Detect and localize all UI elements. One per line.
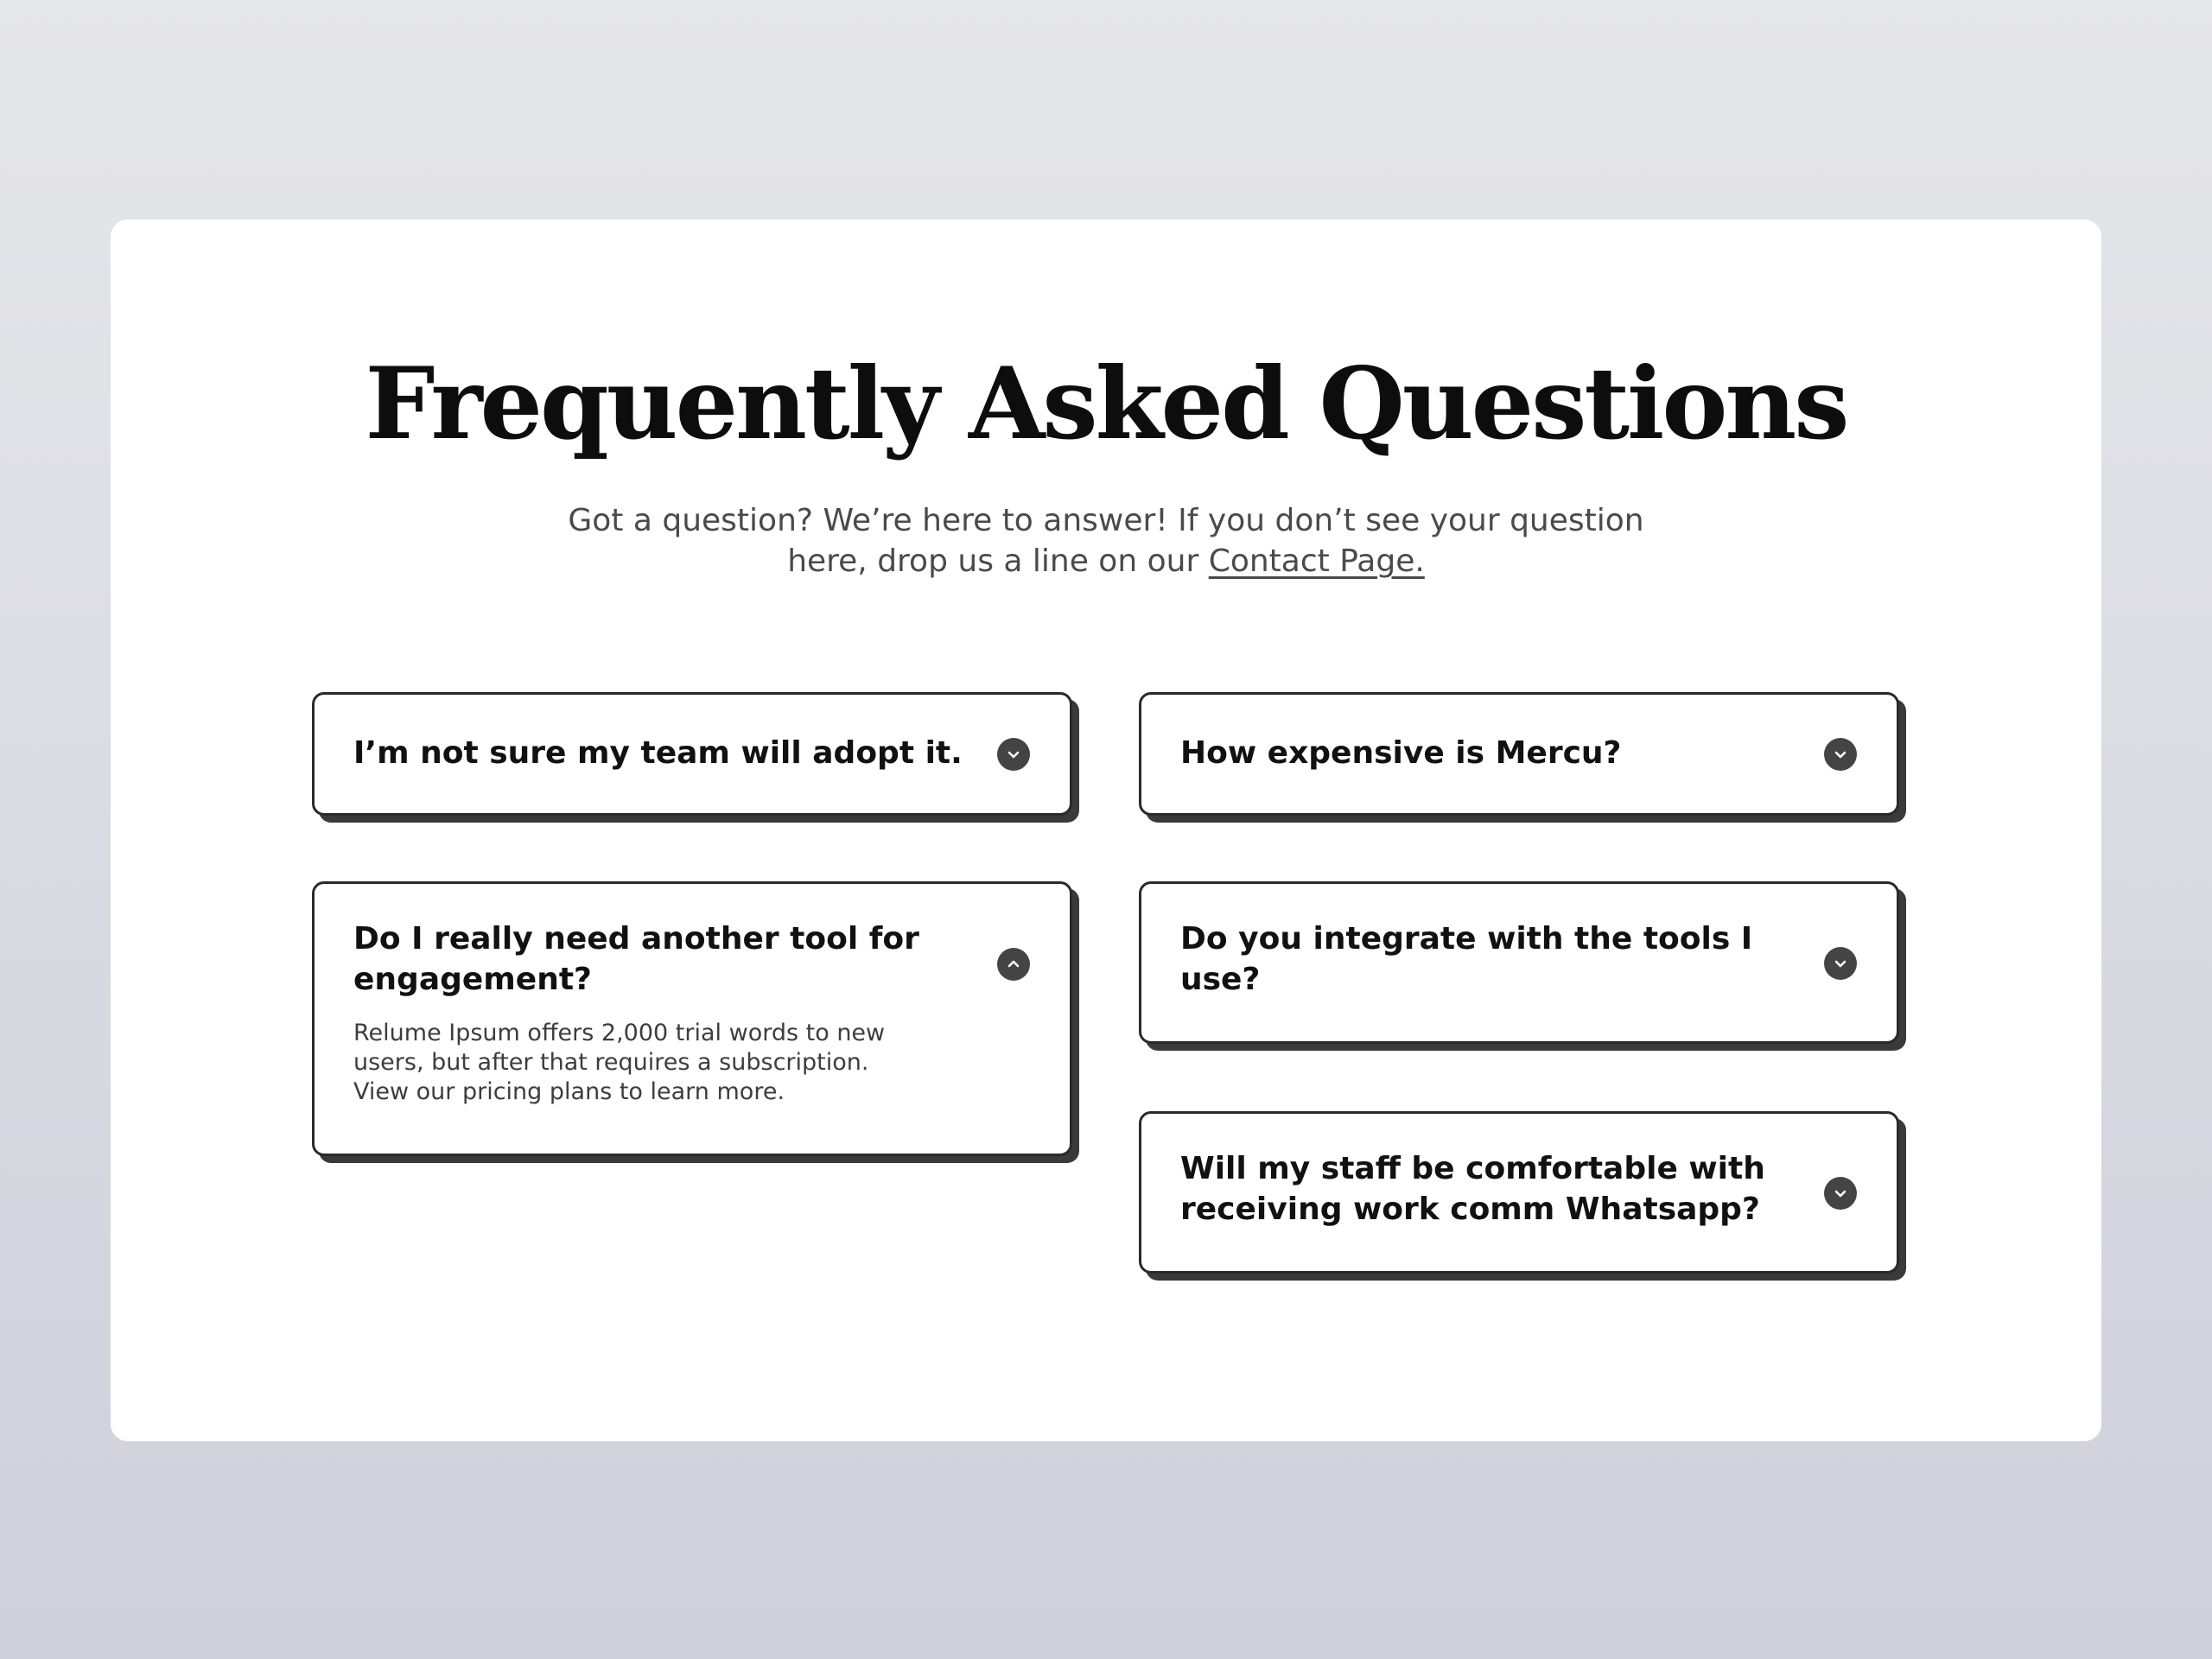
faq-item-staff-whatsapp[interactable]: [1139, 1111, 1899, 1274]
page-subtitle: [562, 500, 1650, 582]
faq-question: How expensive is Mercu?: [1180, 735, 1622, 771]
faq-item-engagement-tool[interactable]: [312, 881, 1072, 1156]
faq-question: I’m not sure my team will adopt it.: [353, 735, 963, 771]
faq-question: Will my staff be comfortable with receiving work comm Whatsapp?: [1180, 1151, 1765, 1227]
chevron-up-icon[interactable]: [997, 948, 1030, 981]
chevron-down-icon[interactable]: [1824, 738, 1857, 771]
faq-item-team-adoption[interactable]: [312, 692, 1072, 816]
faq-card: [111, 219, 2101, 1441]
page-title: Frequently Asked Questions: [365, 346, 1847, 461]
faq-item-pricing[interactable]: [1139, 692, 1899, 816]
chevron-down-icon[interactable]: [1824, 1177, 1857, 1210]
contact-page-link[interactable]: Contact Page.: [1208, 543, 1425, 579]
chevron-down-icon[interactable]: [1824, 947, 1857, 980]
faq-item-integrations[interactable]: [1139, 881, 1899, 1044]
subtitle-text: Got a question? We’re here to answer! If you don’t see your question here, drop us a line on our: [568, 503, 1644, 579]
faq-answer: Relume Ipsum offers 2,000 trial words to new users, but after that requires a subscription. View our pricing plans to learn more.: [353, 1020, 886, 1105]
faq-question: Do I really need another tool for engagement?: [353, 921, 919, 997]
faq-question: Do you integrate with the tools I use?: [1180, 921, 1753, 997]
chevron-down-icon[interactable]: [997, 738, 1030, 771]
